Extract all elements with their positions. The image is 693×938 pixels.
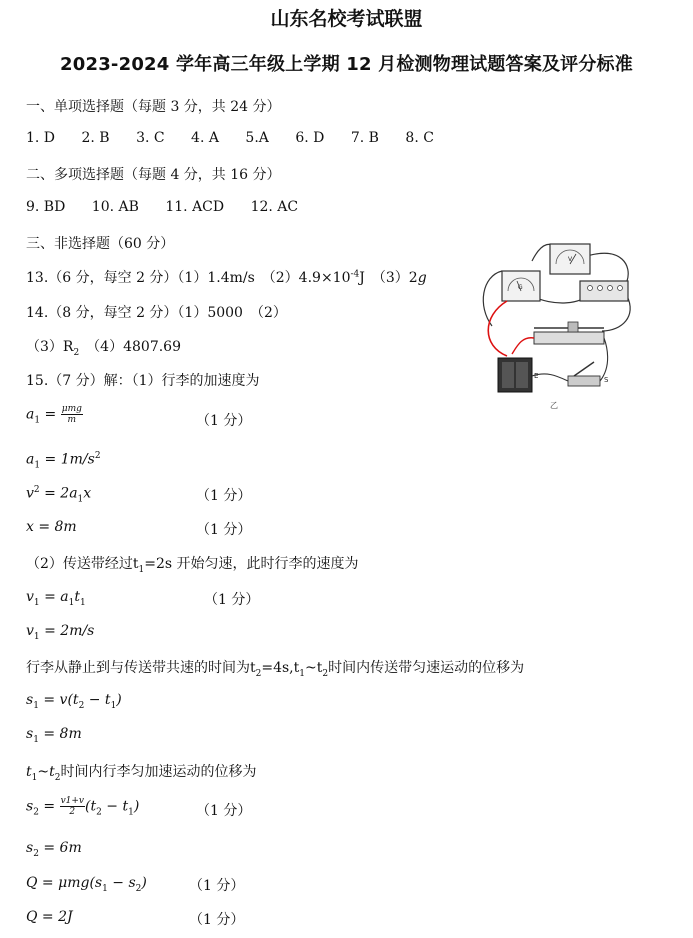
figure-caption: 乙 [550,401,558,410]
answer-11: 11. ACD [165,199,225,215]
voltmeter-icon [550,244,590,274]
answer-7: 7. B [350,130,379,146]
answer-5: 5.A [245,130,269,146]
switch-icon [568,362,609,386]
wire-left [483,271,502,326]
answer-12: 12. AC [250,199,299,215]
red-wire-2 [512,338,534,354]
paragraph-1: 行李从静止到与传送带共速的时间为$t_2=4s,t_1\sim t_2$时间内传送带匀速运动的位移为 [26,660,525,679]
document-subtitle: 2023-2024 学年高三年级上学期 12 月检测物理试题答案及评分标准 [60,54,633,75]
svg-text:V: V [568,256,573,263]
answer-1: 1. D [26,130,56,146]
x-value: x = 8m [26,519,77,535]
x-points: （1 分） [196,522,252,538]
red-wire [488,301,507,356]
q15-intro: 15.（7 分）解：（1）行李的加速度为 [26,373,260,389]
q-value: Q = 2J [26,909,73,925]
answer-4: 4. A [191,130,219,146]
section2-heading: 二、多项选择题（每题 4 分，共 16 分） [26,167,281,183]
a1-value: $a_1 = 1m/s^2$ [26,451,101,471]
circuit-figure [472,236,642,416]
v1-points: （1 分） [204,592,260,608]
answer-9: 9. BD [26,199,66,215]
rheostat-icon [534,322,604,344]
q14-answer: 14.（8 分，每空 2 分）（1）5000 （2） [26,305,287,321]
q-formula: $Q = \mu mg(s_1 - s_2)$ [26,875,147,894]
answer-6: 6. D [295,130,325,146]
section1-heading: 一、单项选择题（每题 3 分，共 24 分） [26,99,281,115]
v1-formula: $v_1 = a_1t_1$ [26,589,86,608]
wire-top-right [587,253,628,281]
section1-answers [26,130,456,146]
s2-value: $s_2 = 6m$ [26,840,82,859]
s2-points: （1 分） [196,803,252,819]
s2-formula: $s_2$ = $\frac{v1+v}{2}$ $(t_2 - t_1)$ [26,796,140,818]
v2-points: （1 分） [196,488,252,504]
q-value-points: （1 分） [189,912,245,928]
answer-2: 2. B [81,130,110,146]
svg-text:E: E [534,372,539,380]
a1-formula: $a_1$ = $\frac{\text{μmg}}{m}$ [26,404,82,426]
part2-text: （2）传送带经过$t_1=2s$ 开始匀速，此时行李的速度为 [26,556,359,575]
v1-value: $v_1 = 2m/s$ [26,623,95,642]
resistance-box-icon [580,281,628,301]
s1-formula: $s_1 = v(t_2 - t_1)$ [26,692,122,711]
battery-icon [498,358,538,392]
galvanometer-icon [502,271,540,301]
v2-equation: $v^2 = 2a_1x$ [26,485,92,505]
section3-heading: 三、非选择题（60 分） [26,236,175,252]
paragraph-2: $t_1\sim t_2$时间内行李匀加速运动的位移为 [26,764,257,783]
svg-text:S: S [604,376,609,384]
document-title: 山东名校考试联盟 [270,8,423,30]
q13-answer: 13.（6 分，每空 2 分）（1）1.4m/s $(2)4.9\times 10^{-4}J$ （3）2g [26,269,427,286]
answer-8: 8. C [405,130,434,146]
svg-text:G: G [518,284,523,291]
section2-answers [26,199,320,215]
answer-10: 10. AB [91,199,139,215]
a1-points: （1 分） [196,413,252,429]
s1-value: $s_1 = 8m$ [26,726,82,745]
answer-3: 3. C [136,130,165,146]
q-points: （1 分） [189,878,245,894]
q14-answer-part2: $(3)R_2$ （4）4807.69 [26,339,181,358]
